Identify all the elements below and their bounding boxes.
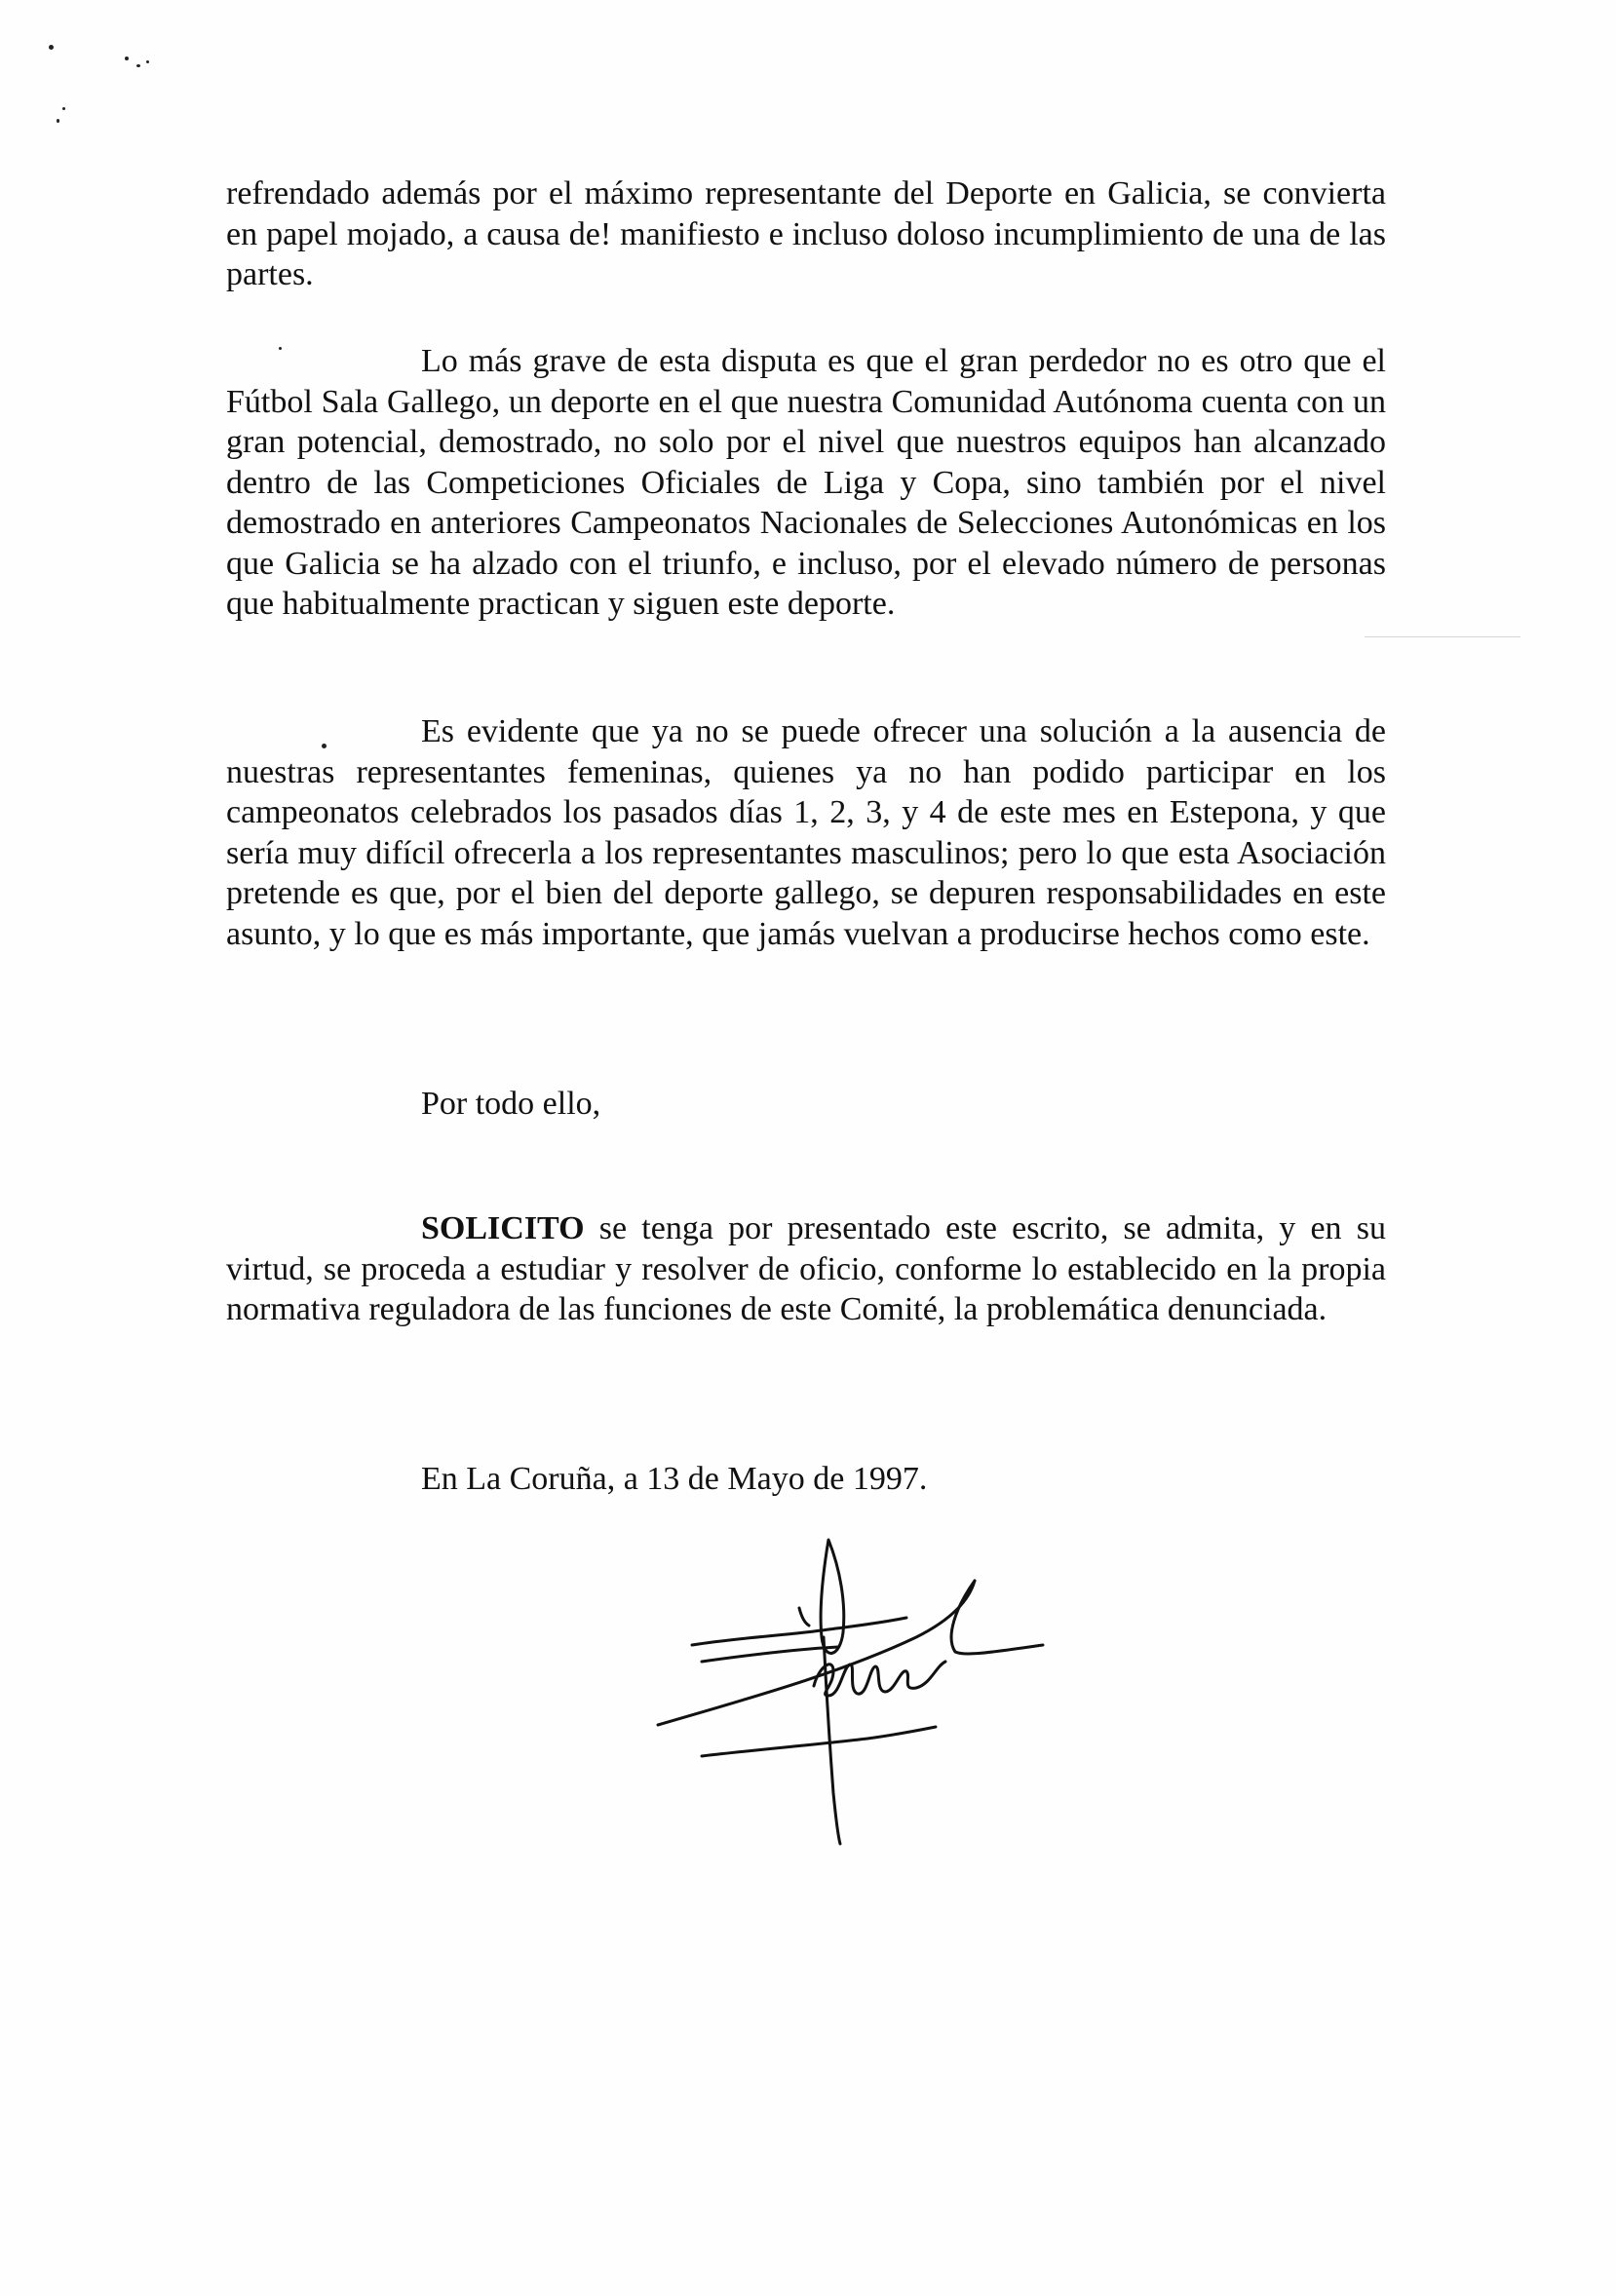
- paragraph-responsibilities: Es evidente que ya no se puede ofrecer una solución a la ausencia de nuestras representantes femeninas, quienes ya no han podido participar en los campeonatos celebrados los pasados días 1, 2, 3, y 4 de este mes en Estepona, y que sería muy difícil ofrecerla a los representantes masculinos; pero lo que esta Asociación pretende es que, por el bien del deporte gallego, se depuren responsabilidades en este asunto, y lo que es más importante, que jamás vuelvan a producirse hechos como este.: [226, 713, 1386, 952]
- request-keyword: SOLICITO: [421, 1210, 585, 1246]
- paragraph-sala-gallego: Lo más grave de esta disputa es que el gran perdedor no es otro que el Fútbol Sala Gallego, un deporte en el que nuestra Comunidad Autónoma cuenta con un gran potencial, demostrado, no solo por el nivel que nuestros equipos han alcanzado dentro de las Competiciones Oficiales de Liga y Copa, sino también por el nivel demostrado en anteriores Campeonatos Nacionales de Selecciones Autonómicas en los que Galicia se ha alzado con el triunfo, e incluso, por el elevado número de personas que habitualmente practican y siguen este deporte.: [226, 343, 1386, 622]
- request-paragraph: [226, 1208, 1386, 1330]
- paragraph-continuation: refrendado además por el máximo representante del Deporte en Galicia, se convierta en papel mojado, a causa de! manifiesto e incluso doloso incumplimiento de una de las partes.: [226, 175, 1386, 292]
- scan-artifact-line: [1365, 636, 1520, 637]
- closing-intro: Por todo ello,: [421, 1086, 601, 1122]
- request-text: se tenga por presentado este escrito, se admita, y en su virtud, se proceda a estudiar y resolver de oficio, conforme lo establecido en la propia normativa reguladora de las funciones de este Comité, la problemática denunciada.: [226, 1210, 1386, 1327]
- place-and-date: En La Coruña, a 13 de Mayo de 1997.: [421, 1461, 928, 1497]
- handwritten-signature-icon: [624, 1501, 1072, 1891]
